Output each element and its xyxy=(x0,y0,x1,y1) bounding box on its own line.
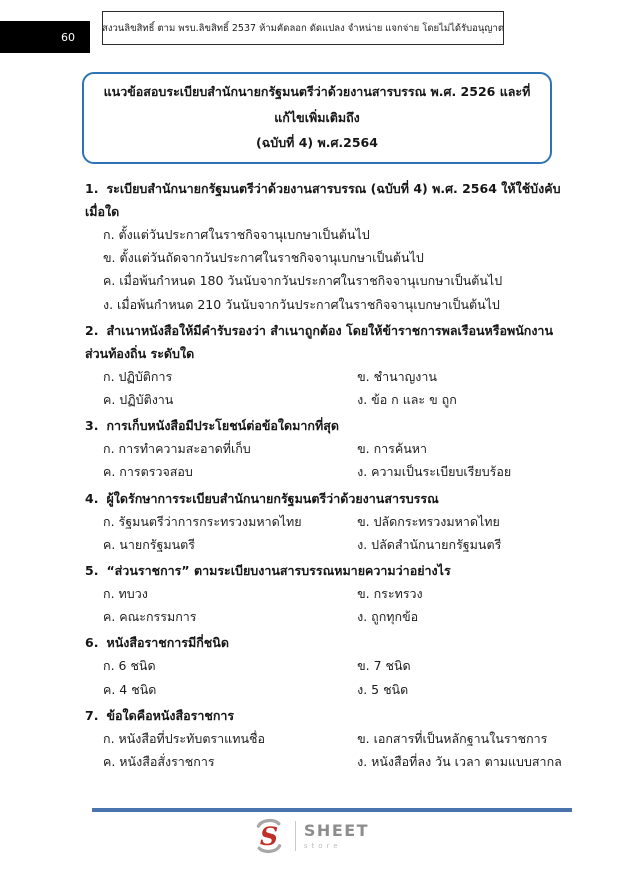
answer-option: ก. รัฐมนตรีว่าการกระทรวงมหาดไทย xyxy=(103,513,302,529)
questions-list xyxy=(85,177,565,773)
question-text xyxy=(85,631,565,654)
answer-option: ก. ทบวง xyxy=(103,586,148,601)
answer-options xyxy=(103,582,565,628)
question-text xyxy=(85,319,565,365)
brand-name: SHEET xyxy=(303,820,370,840)
answer-option: ง. ความเป็นระเบียบเรียบร้อย xyxy=(357,464,512,480)
answer-option: ข. ชำนาญงาน xyxy=(357,368,437,384)
footer-divider-line xyxy=(92,808,572,812)
question-body-text: “ส่วนราชการ” ตามระเบียบงานสารบรรณหมายความว่าอย่างไร xyxy=(106,562,451,578)
exam-title-line2: (ฉบับที่ 4) พ.ศ.2564 xyxy=(256,135,378,151)
copyright-notice-box xyxy=(102,11,504,45)
question-number: 2. xyxy=(85,322,99,338)
answer-option: ก. ปฏิบัติการ xyxy=(103,368,173,384)
answer-option: ง. เมื่อพ้นกำหนด 210 วันนับจากวันประกาศในราชกิจจานุเบกษาเป็นต้นไป xyxy=(103,296,500,312)
question-number: 3. xyxy=(85,418,99,434)
question-number: 4. xyxy=(85,490,99,506)
copyright-text: สงวนลิขสิทธิ์ ตาม พรบ.ลิขสิทธิ์ 2537 ห้ามคัดลอก ดัดแปลง จำหน่าย แจกจ่าย โดยไม่ได้รับอนุญาต xyxy=(102,22,504,34)
answer-option: ข. กระทรวง xyxy=(357,586,423,601)
question-number: 1. xyxy=(85,180,99,196)
question-block xyxy=(85,414,565,483)
question-body-text: ข้อใดคือหนังสือราชการ xyxy=(106,707,235,723)
question-number: 7. xyxy=(85,707,99,723)
question-text xyxy=(85,559,565,582)
answer-options xyxy=(103,437,565,483)
answer-option: ข. 7 ชนิด xyxy=(357,658,411,674)
question-body-text: ระเบียบสำนักนายกรัฐมนตรีว่าด้วยงานสารบรรณ (ฉบับที่ 4) พ.ศ. 2564 ให้ใช้บังคับเมื่อใด xyxy=(85,180,561,219)
question-block xyxy=(85,487,565,556)
answer-option: ข. ปลัดกระทรวงมหาดไทย xyxy=(357,513,500,529)
answer-options xyxy=(103,654,565,700)
question-text xyxy=(85,704,565,727)
answer-option: ข. ตั้งแต่วันถัดจากวันประกาศในราชกิจจานุเบกษาเป็นต้นไป xyxy=(103,250,424,266)
exam-title-line1: แนวข้อสอบระเบียบสำนักนายกรัฐมนตรีว่าด้วยงานสารบรรณ พ.ศ. 2526 และที่แก้ไขเพิ่มเติมถึง xyxy=(103,84,531,125)
answer-option: ค. เมื่อพ้นกำหนด 180 วันนับจากวันประกาศในราชกิจจานุเบกษาเป็นต้นไป xyxy=(103,273,503,289)
question-block xyxy=(85,631,565,700)
answer-option: ข. เอกสารที่เป็นหลักฐานในราชการ xyxy=(357,730,548,746)
question-text xyxy=(85,487,565,510)
answer-option: ค. 4 ชนิด xyxy=(103,681,157,697)
logo-divider xyxy=(295,821,296,851)
question-body-text: ผู้ใดรักษาการระเบียบสำนักนายกรัฐมนตรีว่าด้วยงานสารบรรณ xyxy=(106,490,439,506)
answer-options xyxy=(103,727,565,773)
question-text xyxy=(85,177,565,223)
answer-option: ข. การค้นหา xyxy=(357,441,428,457)
question-number: 5. xyxy=(85,562,99,578)
question-body-text: หนังสือราชการมีกี่ชนิด xyxy=(106,635,229,651)
question-text xyxy=(85,414,565,437)
exam-title-box xyxy=(82,72,552,164)
sheet-store-s-icon xyxy=(251,818,287,854)
page-number: 60 xyxy=(61,30,75,44)
page-header xyxy=(0,0,620,60)
answer-option: ง. ข้อ ก และ ข ถูก xyxy=(357,392,457,407)
answer-options xyxy=(103,510,565,556)
answer-options xyxy=(103,223,565,316)
answer-options xyxy=(103,365,565,411)
question-body-text: สำเนาหนังสือให้มีคำรับรองว่า สำเนาถูกต้อง โดยให้ข้าราชการพลเรือนหรือพนักงานส่วนท้องถิ่น ระดับใด xyxy=(85,322,553,361)
answer-option: ก. หนังสือที่ประทับตราแทนชื่อ xyxy=(103,730,265,746)
page-number-box xyxy=(0,21,90,53)
answer-option: ค. หนังสือสั่งราชการ xyxy=(103,753,215,769)
answer-option: ก. การทำความสะอาดที่เก็บ xyxy=(103,441,251,457)
question-block xyxy=(85,319,565,412)
logo-text xyxy=(303,820,370,850)
answer-option: ค. คณะกรรมการ xyxy=(103,609,197,625)
brand-subtitle: store xyxy=(303,841,342,850)
question-block xyxy=(85,177,565,316)
answer-option: ง. หนังสือที่ลง วัน เวลา ตามแบบสากล xyxy=(357,753,562,769)
answer-option: ง. 5 ชนิด xyxy=(357,681,409,697)
question-block xyxy=(85,704,565,773)
question-number: 6. xyxy=(85,635,99,651)
question-block xyxy=(85,559,565,628)
svg-text:S: S xyxy=(259,821,279,851)
sheet-store-logo xyxy=(0,818,620,854)
answer-option: ค. นายกรัฐมนตรี xyxy=(103,536,195,552)
question-body-text: การเก็บหนังสือมีประโยชน์ต่อข้อใดมากที่สุด xyxy=(106,418,339,434)
answer-option: ก. 6 ชนิด xyxy=(103,658,156,674)
answer-option: ง. ถูกทุกข้อ xyxy=(357,609,419,625)
answer-option: ค. ปฏิบัติงาน xyxy=(103,392,174,407)
answer-option: ก. ตั้งแต่วันประกาศในราชกิจจานุเบกษาเป็นต้นไป xyxy=(103,227,370,243)
answer-option: ง. ปลัดสำนักนายกรัฐมนตรี xyxy=(357,536,502,552)
answer-option: ค. การตรวจสอบ xyxy=(103,464,193,480)
